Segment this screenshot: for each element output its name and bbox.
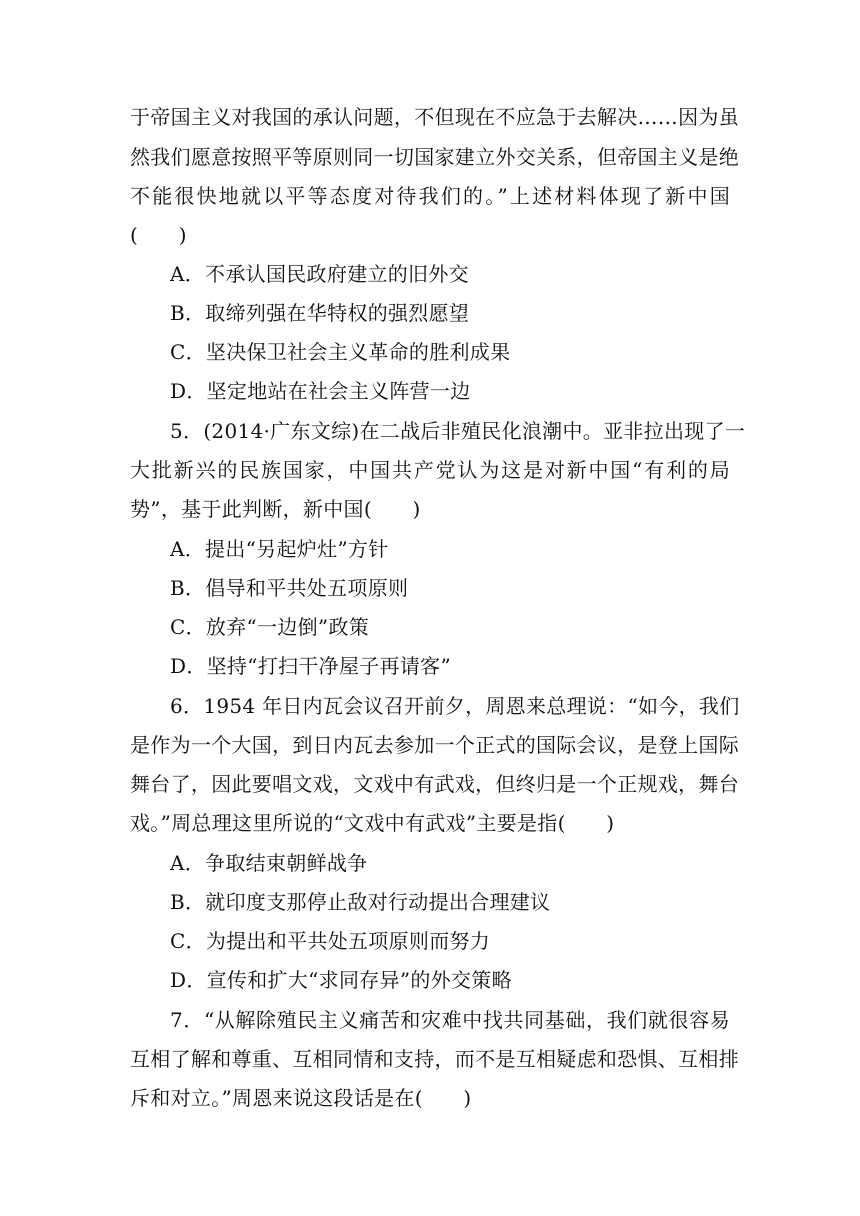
question-7-stem-line: 7．“从解除殖民主义痛苦和灾难中找共同基础，我们就很容易: [170, 1008, 730, 1032]
question-5-option-c: C．放弃“一边倒”政策: [170, 615, 370, 639]
question-6-stem-line: 戏。”周总理这里所说的“文戏中有武戏”主要是指( ): [130, 811, 615, 835]
question-6-stem-line: 舞台了，因此要唱文戏，文戏中有武戏，但终归是一个正规戏，舞台: [130, 772, 739, 796]
question-5-stem-line: 大批新兴的民族国家，中国共产党认为这是对新中国“有利的局: [130, 458, 730, 482]
question-4-text-line: 不能很快地就以平等态度对待我们的。”上述材料体现了新中国: [130, 184, 730, 208]
question-4-answer-blank: ( ): [130, 223, 187, 247]
question-5-stem-line: 势”，基于此判断，新中国( ): [130, 497, 421, 521]
question-6-stem-line: 6．1954 年日内瓦会议召开前夕，周恩来总理说：“如今，我们: [170, 694, 740, 718]
question-4-text-line: 于帝国主义对我国的承认问题，不但现在不应急于去解决……因为虽: [130, 105, 739, 129]
question-6-option-b: B．就印度支那停止敌对行动提出合理建议: [170, 890, 551, 914]
question-6-stem-line: 是作为一个大国，到日内瓦去参加一个正式的国际会议，是登上国际: [130, 733, 739, 757]
question-4-text-line: 然我们愿意按照平等原则同一切国家建立外交关系，但帝国主义是绝: [130, 145, 739, 169]
question-6-option-c: C．为提出和平共处五项原则而努力: [170, 929, 491, 953]
question-4-option-b: B．取缔列强在华特权的强烈愿望: [170, 301, 470, 325]
question-4-option-a: A．不承认国民政府建立的旧外交: [170, 262, 469, 286]
question-4-option-d: D．坚定地站在社会主义阵营一边: [170, 379, 471, 403]
question-6-option-d: D．宣传和扩大“求同存异”的外交策略: [170, 968, 512, 992]
question-5-stem-line: 5．(2014·广东文综)在二战后非殖民化浪潮中。亚非拉出现了一: [170, 419, 746, 443]
question-5-option-a: A．提出“另起炉灶”方针: [170, 537, 389, 561]
question-4-option-c: C．坚决保卫社会主义革命的胜利成果: [170, 340, 511, 364]
question-7-stem-line: 斥和对立。”周恩来说这段话是在( ): [130, 1086, 472, 1110]
question-7-stem-line: 互相了解和尊重、互相同情和支持，而不是互相疑虑和恐惧、互相排: [130, 1047, 739, 1071]
question-5-option-d: D．坚持“打扫干净屋子再请客”: [170, 654, 451, 678]
question-6-option-a: A．争取结束朝鲜战争: [170, 851, 368, 875]
question-5-option-b: B．倡导和平共处五项原则: [170, 576, 409, 600]
